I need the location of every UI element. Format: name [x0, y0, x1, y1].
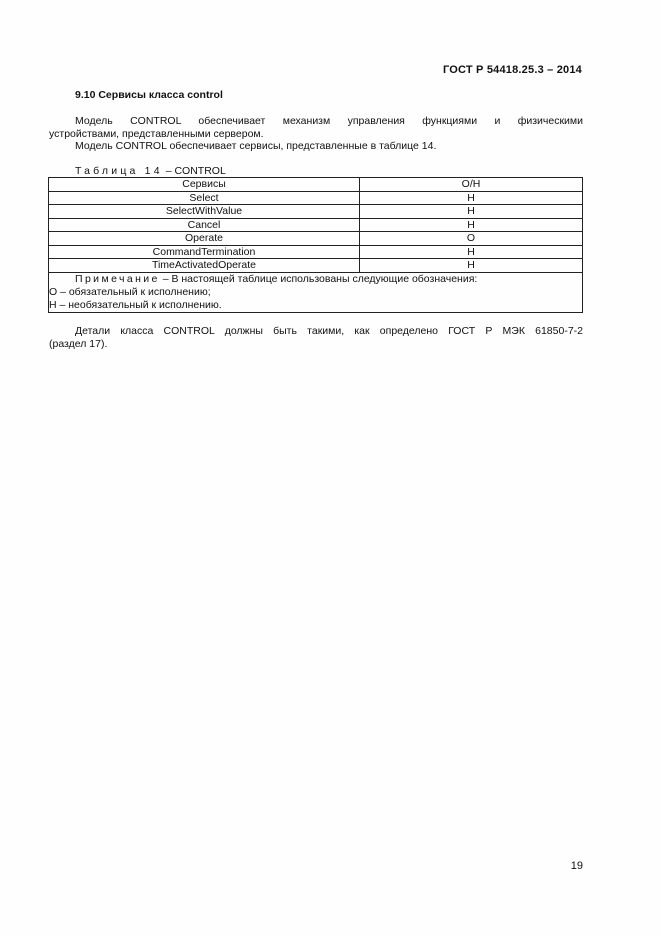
table-caption-title: – CONTROL — [162, 165, 226, 177]
table-note-row — [49, 272, 583, 312]
service-requirement: Н — [360, 218, 583, 232]
note-line: Н – необязательный к исполнению. — [49, 298, 222, 311]
page-number: 19 — [570, 860, 583, 872]
service-requirement: Н — [360, 191, 583, 205]
services-table — [48, 177, 583, 313]
paragraph-line: Модель CONTROL обеспечивает сервисы, представленные в таблице 14. — [75, 140, 437, 152]
table-row — [49, 191, 583, 205]
note-line: О – обязательный к исполнению; — [49, 285, 211, 298]
table-row — [49, 232, 583, 246]
paragraph-line: Модель CONTROL обеспечивает механизм управления функциями и физическими — [75, 115, 583, 127]
header-mandatory: О/Н — [360, 178, 583, 192]
table-caption-number: Таблица 14 — [75, 165, 163, 177]
paragraph-control-model — [49, 115, 583, 153]
table-row — [49, 205, 583, 219]
service-requirement: Н — [360, 205, 583, 219]
table-row — [49, 245, 583, 259]
service-name: SelectWithValue — [49, 205, 360, 219]
paragraph-line: (раздел 17). — [49, 337, 108, 350]
service-name: Operate — [49, 232, 360, 246]
paragraph-line: устройствами, представленными сервером. — [49, 127, 264, 140]
table-row — [49, 218, 583, 232]
table-header-row — [49, 178, 583, 192]
header-services: Сервисы — [49, 178, 360, 192]
table-row — [49, 259, 583, 273]
note-label: Примечание — [75, 272, 160, 285]
table-caption — [75, 165, 226, 177]
service-requirement: Н — [360, 259, 583, 273]
note-text: – В настоящей таблице использованы следующие обозначения: — [159, 272, 478, 285]
standard-header: ГОСТ Р 54418.25.3 – 2014 — [442, 64, 582, 76]
service-name: CommandTermination — [49, 245, 360, 259]
paragraph-line: Детали класса CONTROL должны быть такими, как определено ГОСТ Р МЭК 61850-7-2 — [75, 325, 583, 337]
service-name: Select — [49, 191, 360, 205]
service-name: Cancel — [49, 218, 360, 232]
service-name: TimeActivatedOperate — [49, 259, 360, 273]
note-line — [75, 273, 582, 286]
table-note — [49, 272, 583, 312]
paragraph-control-details — [49, 325, 583, 350]
service-requirement: О — [360, 232, 583, 246]
section-title: 9.10 Сервисы класса control — [75, 89, 223, 101]
service-requirement: Н — [360, 245, 583, 259]
